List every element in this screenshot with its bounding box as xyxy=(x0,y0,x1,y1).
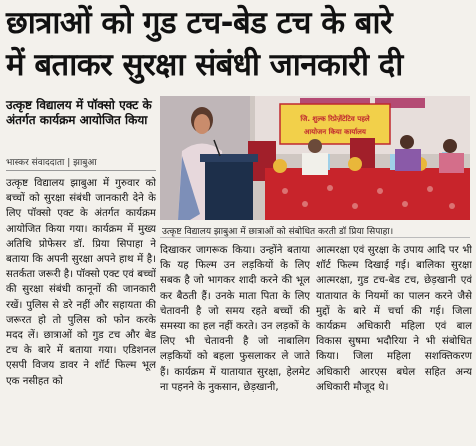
svg-text:आयोजन किया कार्यालय: आयोजन किया कार्यालय xyxy=(304,128,366,136)
subheadline: उत्कृष्ट विद्यालय में पॉक्सो एक्ट के अंतर्गत कार्यक्रम आयोजित किया xyxy=(6,98,152,127)
caption-divider xyxy=(160,237,470,238)
photo-illustration xyxy=(160,96,470,220)
headline-line-1: छात्राओं को गुड टच-बेड टच के बारे xyxy=(6,5,393,41)
byline-divider xyxy=(6,170,156,171)
article-column-2 xyxy=(160,243,310,443)
byline: भास्कर संवाददाता | झाबुआ xyxy=(6,158,97,168)
article-column-3 xyxy=(316,243,472,443)
article-paragraph-3: आत्मरक्षा एवं सुरक्षा के उपाय आदि पर भी शॉर्ट फिल्म दिखाई गई। बालिका सुरक्षा आत्मरक्षा, गुड टच-बेड टच, छेड़खानी एवं यातायात के नियमों का पालन करने जैसे मुद्दों के बारे में चर्चा की गई। जिला कार्यक्रम अधिकारी महिला एवं बाल विकास सुषमा भदौरिया ने भी संबोधित किया। जिला महिला सशक्तिकरण अधिकारी आरएस बघेल सहित अन्य अधिकारी मौजूद थे। xyxy=(316,245,472,393)
headline-line-2: में बताकर सुरक्षा संबंधी जानकारी दी xyxy=(6,47,403,83)
news-photo xyxy=(160,96,470,220)
photo-banner-text: जि. शुल्क रिप्रेज़ेंटेटिव पहले xyxy=(300,115,370,123)
article-paragraph-1: उत्कृष्ट विद्यालय झाबुआ में गुरुवार को बच्चों को सुरक्षा संबंधी जानकारी देने के लिए पॉक्सो एक्ट के अंतर्गत कार्यक्रम आयोजित किया गया। कार्यक्रम में मुख्य अतिथि प्रोफेसर डॉ. प्रिया सिपाहा ने बताया कि अपनी सुरक्षा अपने हाथ में है। सतर्कता जरूरी है। पॉक्सो एक्ट एवं बच्चों की सुरक्षा संबंधी कानूनों की जानकारी रखें। पुलिस से डरे नहीं और सहायता की जरूरत हो तो पुलिस को फोन करके मदद लें। छात्राओं को गुड टच और बेड टच के बारे में बताया गया। एडिशनल एसपी विजय डावर ने शॉर्ट फिल्म भूल एक नसीहत को xyxy=(6,178,156,387)
photo-caption: उत्कृष्ट विद्यालय झाबुआ में छात्राओं को संबोधित करती डॉ प्रिया सिपाहा। xyxy=(162,227,394,237)
article-column-1 xyxy=(6,176,156,444)
article-paragraph-2: दिखाकर जागरूक किया। उन्होंने बताया कि यह फिल्म उन लड़कियों के लिए सबक है जो भागकर शादी करने की भूल कर बैठती हैं। उनके माता पिता के लिए चेतावनी है जो समय रहते बच्चों की समस्या का हल नहीं करते। उन लड़कों के लिए भी चेतावनी है जो नाबालिग लड़कियों को बहला फुसलाकर ले जाते हैं। कार्यक्रम में यातायात सुरक्षा, हेलमेट ना पहनने के नुकसान, छेड़खानी, xyxy=(160,245,310,393)
headline xyxy=(6,2,472,86)
podium xyxy=(205,158,253,220)
tablecloth xyxy=(265,168,470,220)
